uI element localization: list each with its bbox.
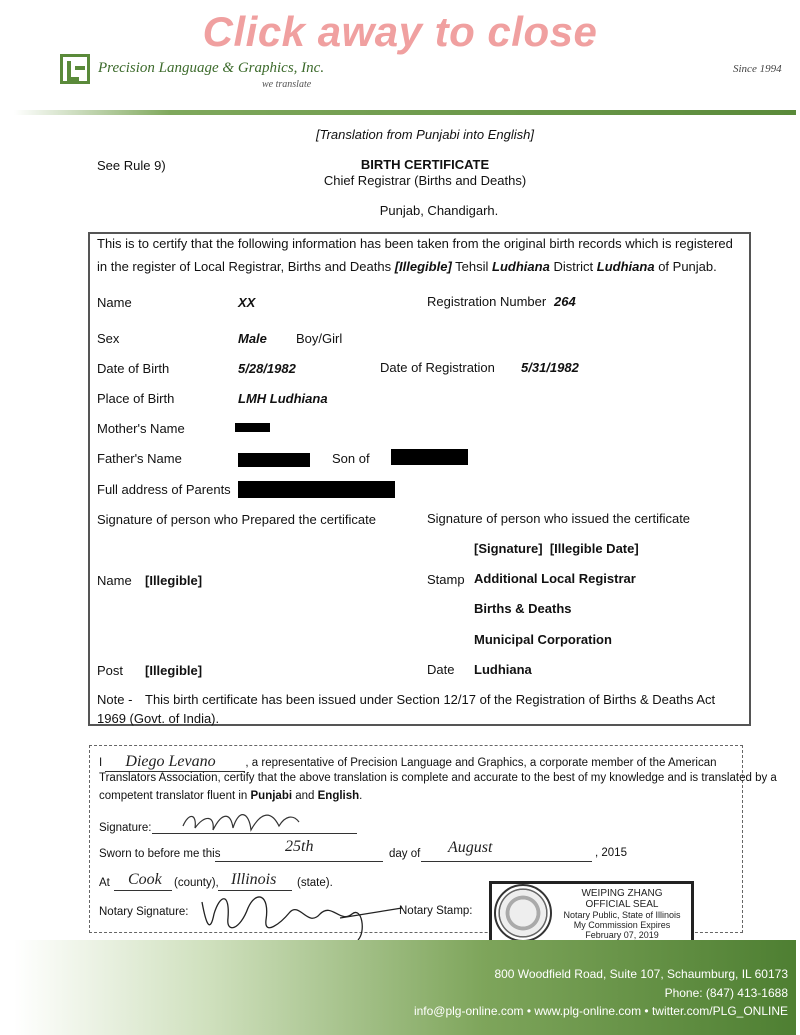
day-of-label: day of <box>389 848 421 860</box>
post-value: [Illegible] <box>145 663 203 678</box>
mother-name-label: Mother's Name <box>97 421 185 436</box>
son-of-label: Son of <box>332 451 370 466</box>
sex-label: Sex <box>97 331 120 346</box>
signature-label: Signature: <box>99 822 152 834</box>
stamp-label: Stamp <box>427 572 465 587</box>
parents-address-label: Full address of Parents <box>97 482 231 497</box>
signature-issued-label: Signature of person who issued the certificate <box>427 511 691 526</box>
seal-line-3: Notary Public, State of Illinois <box>563 910 681 920</box>
company-name: Precision Language & Graphics, Inc. <box>98 60 325 76</box>
since-year: Since 1994 <box>733 63 782 75</box>
seal-line-4: My Commission Expires <box>573 920 671 930</box>
sworn-year: , 2015 <box>595 847 627 859</box>
post-label: Post <box>97 663 124 678</box>
sworn-day-handwritten: 25th <box>285 838 314 855</box>
registration-number-value: 264 <box>554 294 576 309</box>
note-line-2: 1969 (Govt. of India). <box>97 711 220 726</box>
signature-issued-value: [Signature] [Illegible Date] <box>474 541 639 556</box>
date-of-birth-value: 5/28/1982 <box>238 361 296 376</box>
registration-number-label: Registration Number <box>427 294 547 309</box>
seal-title: OFFICIAL SEAL <box>585 899 659 910</box>
seal-name: WEIPING ZHANG <box>581 888 663 899</box>
stamp-line-3: Municipal Corporation <box>474 632 612 647</box>
company-tagline: we translate <box>262 79 312 90</box>
place-of-birth-value: LMH Ludhiana <box>238 391 328 406</box>
translator-line-3: competent translator fluent in Punjabi and English. <box>99 790 363 802</box>
certificate-frame <box>88 232 751 726</box>
footer-contacts: info@plg-online.com • www.plg-online.com • twitter.com/PLG_ONLINE <box>413 1004 788 1018</box>
translator-name-handwritten: Diego Levano <box>105 753 245 772</box>
notary-signature <box>190 884 405 944</box>
name-label: Name <box>97 295 132 310</box>
footer-address: 800 Woodfield Road, Suite 107, Schaumburg, IL 60173 <box>494 967 788 981</box>
date-value: Ludhiana <box>474 662 532 677</box>
mother-name-redaction <box>235 423 270 432</box>
sex-hint: Boy/Girl <box>296 331 343 346</box>
note-label: Note - <box>97 692 133 707</box>
company-logo <box>60 54 90 84</box>
sex-value: Male <box>238 331 267 346</box>
date-of-registration-label: Date of Registration <box>380 360 495 375</box>
stamp-line-2: Births & Deaths <box>474 601 572 616</box>
translation-note: [Translation from Punjabi into English] <box>316 127 534 142</box>
preparer-name-label: Name <box>97 573 132 588</box>
date-of-registration-value: 5/31/1982 <box>521 360 579 375</box>
footer-phone: Phone: (847) 413-1688 <box>664 986 788 1000</box>
translator-signature <box>175 806 305 838</box>
seal-line-5: February 07, 2019 <box>585 930 659 940</box>
name-value: XX <box>238 295 256 310</box>
sworn-label: Sworn to before me this <box>99 848 221 860</box>
click-away-to-close-overlay[interactable]: Click away to close <box>202 8 598 55</box>
document-subtitle: Chief Registrar (Births and Deaths) <box>323 173 527 188</box>
intro-line-1: This is to certify that the following information has been taken from the original birth records which is registered <box>97 236 733 251</box>
state-handwritten: Illinois <box>231 871 277 888</box>
place-of-birth-label: Place of Birth <box>97 391 175 406</box>
intro-line-2: in the register of Local Registrar, Births and Deaths [Illegible] Tehsil Ludhiana District Ludhiana of Punjab. <box>97 259 717 274</box>
father-name-label: Father's Name <box>97 451 182 466</box>
sworn-day-line <box>215 860 383 862</box>
note-line-1: This birth certificate has been issued under Section 12/17 of the Registration of Births & Deaths Act <box>145 692 716 707</box>
date-of-birth-label: Date of Birth <box>97 361 170 376</box>
signature-prepared-label: Signature of person who Prepared the certificate <box>97 512 376 527</box>
county-handwritten: Cook <box>128 871 162 888</box>
document-location: Punjab, Chandigarh. <box>379 203 499 218</box>
state-label: (state). <box>297 877 333 889</box>
preparer-name-value: [Illegible] <box>145 573 203 588</box>
notary-signature-label: Notary Signature: <box>99 906 189 918</box>
document-title: BIRTH CERTIFICATE <box>360 157 490 172</box>
son-of-redaction <box>391 449 468 465</box>
state-seal-emblem <box>494 884 552 942</box>
county-line <box>114 889 172 891</box>
parents-address-redaction <box>238 481 395 498</box>
notary-stamp-label: Notary Stamp: <box>399 905 473 917</box>
rule-reference: See Rule 9) <box>97 158 166 173</box>
stamp-line-1: Additional Local Registrar <box>474 571 636 586</box>
date-label: Date <box>427 662 455 677</box>
father-name-redaction <box>238 453 310 467</box>
translator-line-1: I Diego Levano , a representative of Precision Language and Graphics, a corporate member of the American <box>99 753 717 770</box>
at-label: At <box>99 877 110 889</box>
sworn-month-handwritten: August <box>448 839 493 856</box>
translator-line-2: Translators Association, certify that the above translation is complete and accurate to the best of my knowledge and is translated by a <box>99 772 777 784</box>
sworn-month-line <box>421 860 592 862</box>
header-divider <box>14 110 796 115</box>
county-label: (county), <box>174 877 219 889</box>
